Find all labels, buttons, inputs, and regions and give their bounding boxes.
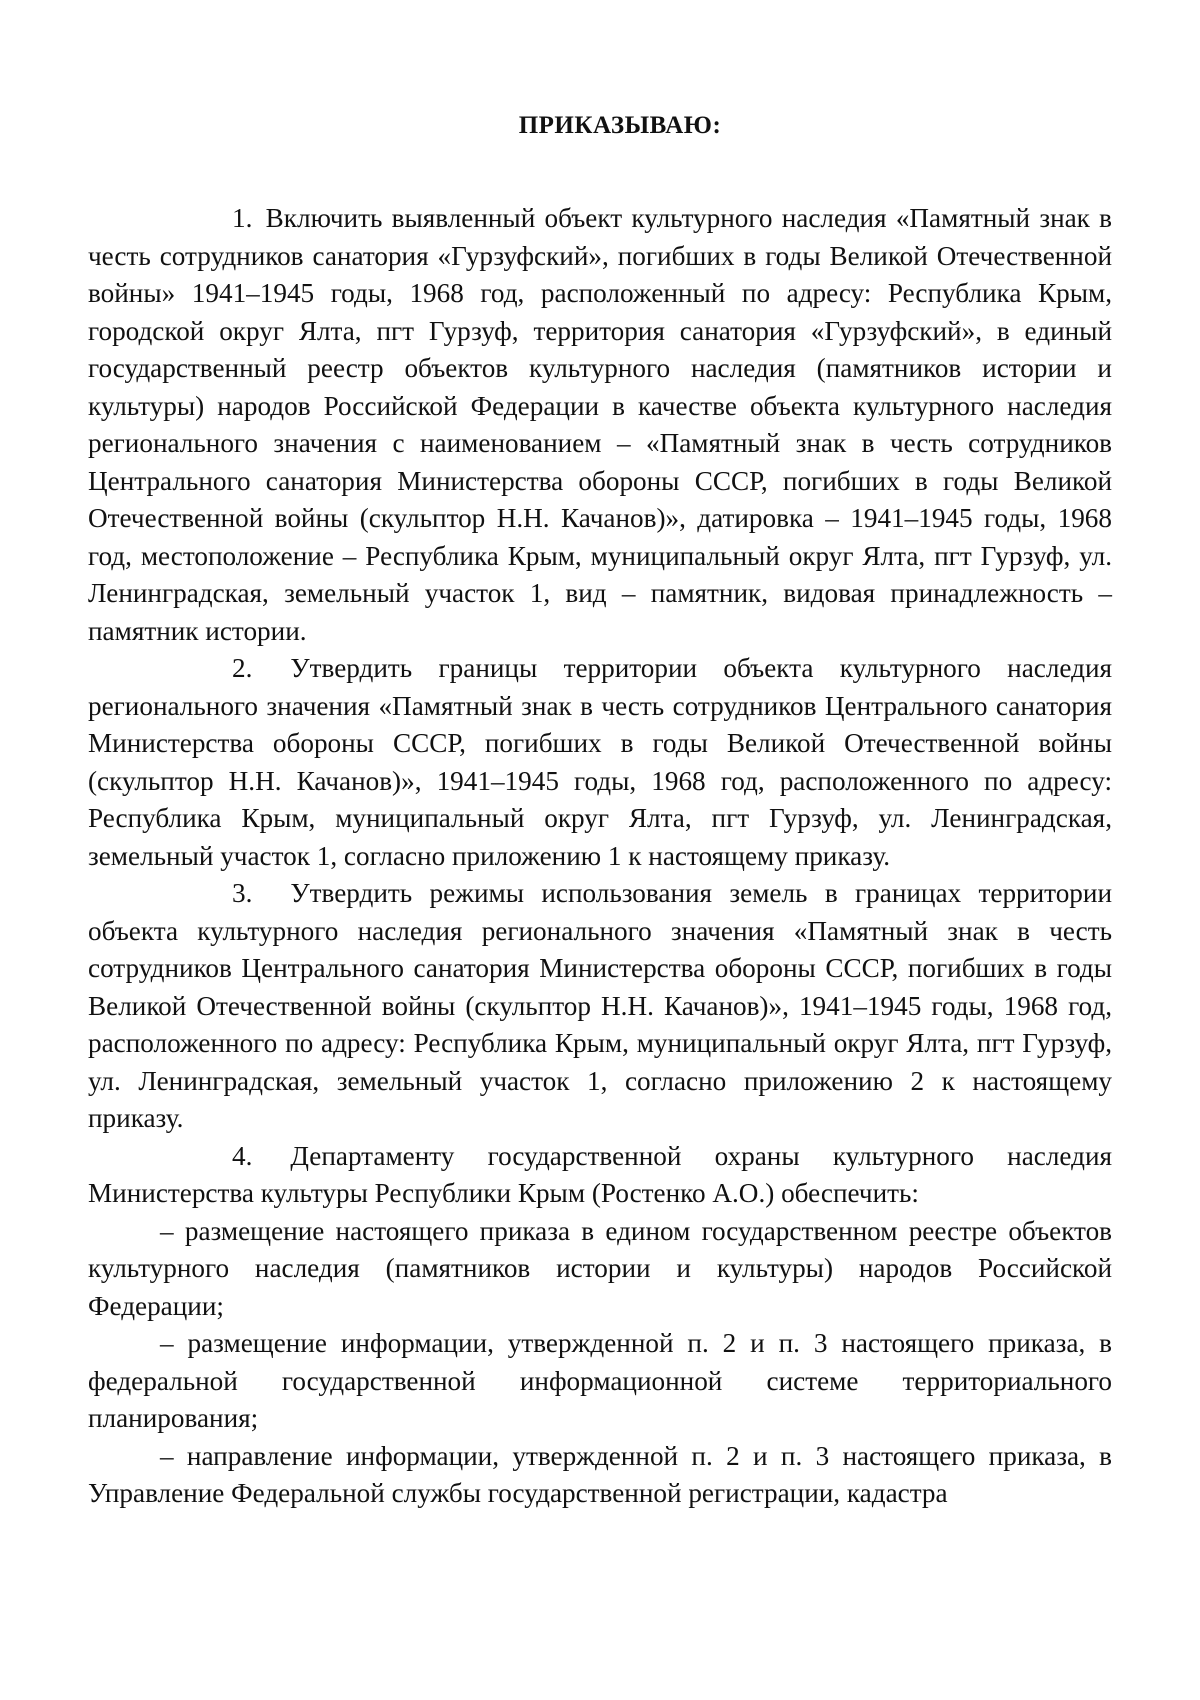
order-item-1 [88,200,1112,650]
order-item-number: 3. [232,878,253,908]
order-heading: ПРИКАЗЫВАЮ: [518,112,722,139]
order-item-2 [88,650,1112,875]
order-item-number: 4. [232,1140,253,1171]
order-item-4 [88,1138,1112,1213]
order-item-text: Включить выявленный объект культурного наследия «Памятный знак в честь сотрудников санатория «Гурзуфский», погибших в годы Великой Отечественной войны» 1941–1945 годы, 1968 год, расположенный по адресу: Республика Крым, городской округ Ялта, пгт Гурзуф, территория санатория «Гурзуфский», в единый государственный реестр объектов культурного наследия (памятников истории и культуры) народов Российской Федерации в качестве объекта культурного наследия регионального значения с наименованием – «Памятный знак в честь сотрудников Центрального санатория Министерства обороны СССР, погибших в годы Великой Отечественной войны (скульптор Н.Н. Качанов)», датировка – 1941–1945 годы, 1968 год, местоположение – Республика Крым, муниципальный округ Ялта, пгт Гурзуф, ул. Ленинградская, земельный участок 1, вид – памятник, видовая принадлежность – памятник истории. [88,203,1112,646]
order-item-3 [88,875,1112,1138]
bullet-item-3: – направление информации, утвержденной п. 2 и п. 3 настоящего приказа, в Управление Федеральной службы государственной регистрации, кадастра [88,1440,1112,1508]
order-item-text: Департаменту государственной охраны культурного наследия Министерства культуры Республики Крым (Ростенко А.О.) обеспечить: [88,1140,1112,1208]
document-page [88,112,1112,1513]
order-item-text: Утвердить режимы использования земель в границах территории объекта культурного наследия регионального значения «Памятный знак в честь сотрудников Центрального санатория Министерства обороны СССР, погибших в годы Великой Отечественной войны (скульптор Н.Н. Качанов)», 1941–1945 годы, 1968 год, расположенного по адресу: Республика Крым, муниципальный округ Ялта, пгт Гурзуф, ул. Ленинградская, земельный участок 1, согласно приложению 2 к настоящему приказу. [88,878,1112,1133]
bullet-item-2: – размещение информации, утвержденной п. 2 и п. 3 настоящего приказа, в федеральной государственной информационной системе территориального планирования; [88,1328,1112,1433]
bullet-item-1: – размещение настоящего приказа в едином государственном реестре объектов культурного наследия (памятников истории и культуры) народов Российской Федерации; [88,1215,1112,1321]
order-item-number: 2. [232,653,253,683]
order-item-text: Утвердить границы территории объекта культурного наследия регионального значения «Памятный знак в честь сотрудников Центрального санатория Министерства обороны СССР, погибших в годы Великой Отечественной войны (скульптор Н.Н. Качанов)», 1941–1945 годы, 1968 год, расположенного по адресу: Республика Крым, муниципальный округ Ялта, пгт Гурзуф, ул. Ленинградская, земельный участок 1, согласно приложению 1 к настоящему приказу. [88,653,1112,871]
order-item-number: 1. [232,203,253,233]
